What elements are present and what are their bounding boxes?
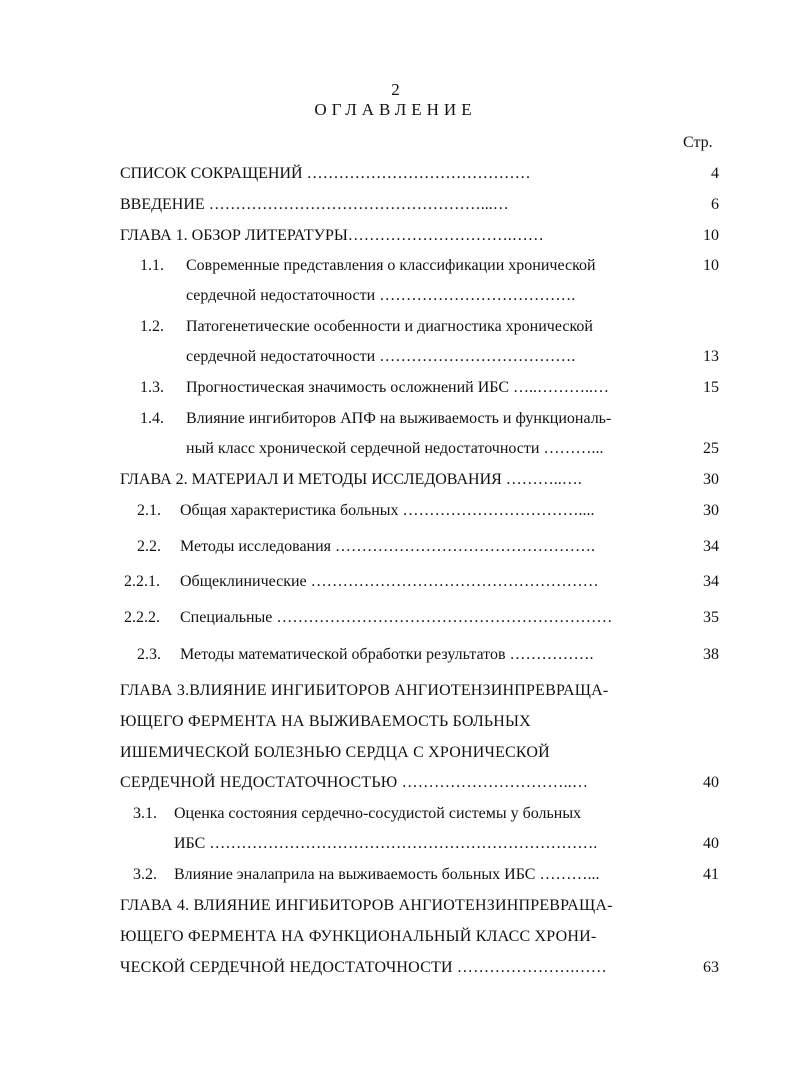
toc-entry-title-cont: ЧЕСКОЙ СЕРДЕЧНОЙ НЕДОСТАТОЧНОСТИ ………………….…… xyxy=(120,959,607,976)
toc-entry-title: Общая характеристика больных …………………………….... xyxy=(180,502,595,519)
toc-entry-2-2[interactable] xyxy=(0,533,791,561)
toc-entry-2-1[interactable] xyxy=(0,497,791,525)
toc-entry-title: Оценка состояния сердечно-сосудистой системы у больных xyxy=(174,805,582,822)
toc-entry-title: ГЛАВА 1. ОБЗОР ЛИТЕРАТУРЫ………………………….…… xyxy=(120,227,544,244)
toc-entry-page: 35 xyxy=(703,609,719,626)
toc-entry-title: Методы исследования …………………………………………. xyxy=(180,538,596,555)
page-number: 2 xyxy=(391,80,400,99)
toc-entry-chapter-2[interactable] xyxy=(0,466,791,494)
toc-entry-title: ГЛАВА 3.ВЛИЯНИЕ ИНГИБИТОРОВ АНГИОТЕНЗИНПРЕВРАЩА- xyxy=(120,682,609,699)
toc-entry-page: 10 xyxy=(703,227,719,244)
toc-entry-1-2[interactable] xyxy=(0,313,791,369)
section-number: 3.1. xyxy=(133,805,157,822)
section-number: 1.4. xyxy=(140,410,164,427)
toc-entry-2-3[interactable] xyxy=(0,641,791,669)
page-title: ОГЛАВЛЕНИЕ xyxy=(314,100,477,119)
toc-entry-page: 25 xyxy=(703,440,719,457)
toc-entry-chapter-3[interactable] xyxy=(0,677,791,797)
toc-entry-1-1[interactable] xyxy=(0,252,791,308)
toc-entry-title: Прогностическая значимость осложнений ИБС …..………..… xyxy=(186,379,610,396)
section-number: 2.2.2. xyxy=(124,609,160,626)
toc-entry-page: 63 xyxy=(703,959,719,976)
toc-entry-title-cont: сердечной недостаточности ………………………………. xyxy=(186,287,576,304)
section-number: 1.2. xyxy=(140,318,164,335)
toc-entry-title: Методы математической обработки результатов ……………. xyxy=(180,646,594,663)
toc-entry-title-cont: СЕРДЕЧНОЙ НЕДОСТАТОЧНОСТЬЮ …………………………..… xyxy=(120,774,589,791)
toc-entry-page: 6 xyxy=(711,196,719,213)
toc-entry-abbreviations[interactable] xyxy=(0,160,791,188)
toc-entry-page: 34 xyxy=(703,573,719,590)
toc-entry-title: Специальные ……………………………………………………… xyxy=(180,609,613,626)
toc-entry-page: 10 xyxy=(703,257,719,274)
toc-entry-chapter-1[interactable] xyxy=(0,222,791,250)
toc-entry-page: 4 xyxy=(711,165,719,182)
toc-entry-page: 40 xyxy=(703,774,719,791)
toc-entry-title: ВВЕДЕНИЕ ……………………………………………...… xyxy=(120,196,509,213)
toc-entry-page: 38 xyxy=(703,646,719,663)
toc-entry-title-cont: ЮЩЕГО ФЕРМЕНТА НА ФУНКЦИОНАЛЬНЫЙ КЛАСС ХРОНИ- xyxy=(120,928,597,945)
section-number: 2.2. xyxy=(137,538,161,555)
toc-entry-title-cont: ЮЩЕГО ФЕРМЕНТА НА ВЫЖИВАЕМОСТЬ БОЛЬНЫХ xyxy=(120,713,531,730)
page-column-label: Стр. xyxy=(683,134,713,151)
toc-entry-title-cont: ИБС ………………………………………………………………. xyxy=(174,835,598,852)
toc-entry-title-cont: ИШЕМИЧЕСКОЙ БОЛЕЗНЬЮ СЕРДЦА С ХРОНИЧЕСКОЙ xyxy=(120,744,550,761)
toc-entry-1-4[interactable] xyxy=(0,405,791,461)
toc-entry-3-2[interactable] xyxy=(0,861,791,889)
toc-entry-page: 40 xyxy=(703,835,719,852)
section-number: 2.1. xyxy=(137,502,161,519)
toc-entry-3-1[interactable] xyxy=(0,800,791,856)
toc-entry-chapter-4[interactable] xyxy=(0,892,791,982)
toc-entry-page: 30 xyxy=(703,502,719,519)
toc-entry-page: 13 xyxy=(703,348,719,365)
toc-entry-title: ГЛАВА 4. ВЛИЯНИЕ ИНГИБИТОРОВ АНГИОТЕНЗИНПРЕВРАЩА- xyxy=(120,897,613,914)
section-number: 2.3. xyxy=(137,646,161,663)
section-number: 3.2. xyxy=(133,866,157,883)
toc-entry-page: 15 xyxy=(703,379,719,396)
toc-entry-title: Патогенетические особенности и диагностика хронической xyxy=(186,318,593,335)
toc-entry-page: 34 xyxy=(703,538,719,555)
toc-entry-page: 30 xyxy=(703,471,719,488)
toc-entry-title: Влияние ингибиторов АПФ на выживаемость и функциональ- xyxy=(186,410,612,427)
toc-entry-page: 41 xyxy=(703,866,719,883)
toc-entry-title: СПИСОК СОКРАЩЕНИЙ …………………………………… xyxy=(120,165,531,182)
toc-entry-introduction[interactable] xyxy=(0,191,791,219)
section-number: 1.3. xyxy=(140,379,164,396)
toc-entry-1-3[interactable] xyxy=(0,374,791,402)
toc-entry-title: Влияние эналаприла на выживаемость больных ИБС ………... xyxy=(174,866,600,883)
toc-entry-title: ГЛАВА 2. МАТЕРИАЛ И МЕТОДЫ ИССЛЕДОВАНИЯ ………..…. xyxy=(120,471,582,488)
toc-entry-2-2-1[interactable] xyxy=(0,568,791,596)
toc-entry-2-2-2[interactable] xyxy=(0,604,791,632)
toc-entry-title-cont: ный класс хронической сердечной недостаточности ………... xyxy=(186,440,604,457)
toc-entry-title: Общеклинические ……………………………………………… xyxy=(180,573,599,590)
toc-entry-title-cont: сердечной недостаточности ………………………………. xyxy=(186,348,576,365)
toc-entry-title: Современные представления о классификации хронической xyxy=(186,257,596,274)
section-number: 1.1. xyxy=(140,257,164,274)
section-number: 2.2.1. xyxy=(124,573,160,590)
